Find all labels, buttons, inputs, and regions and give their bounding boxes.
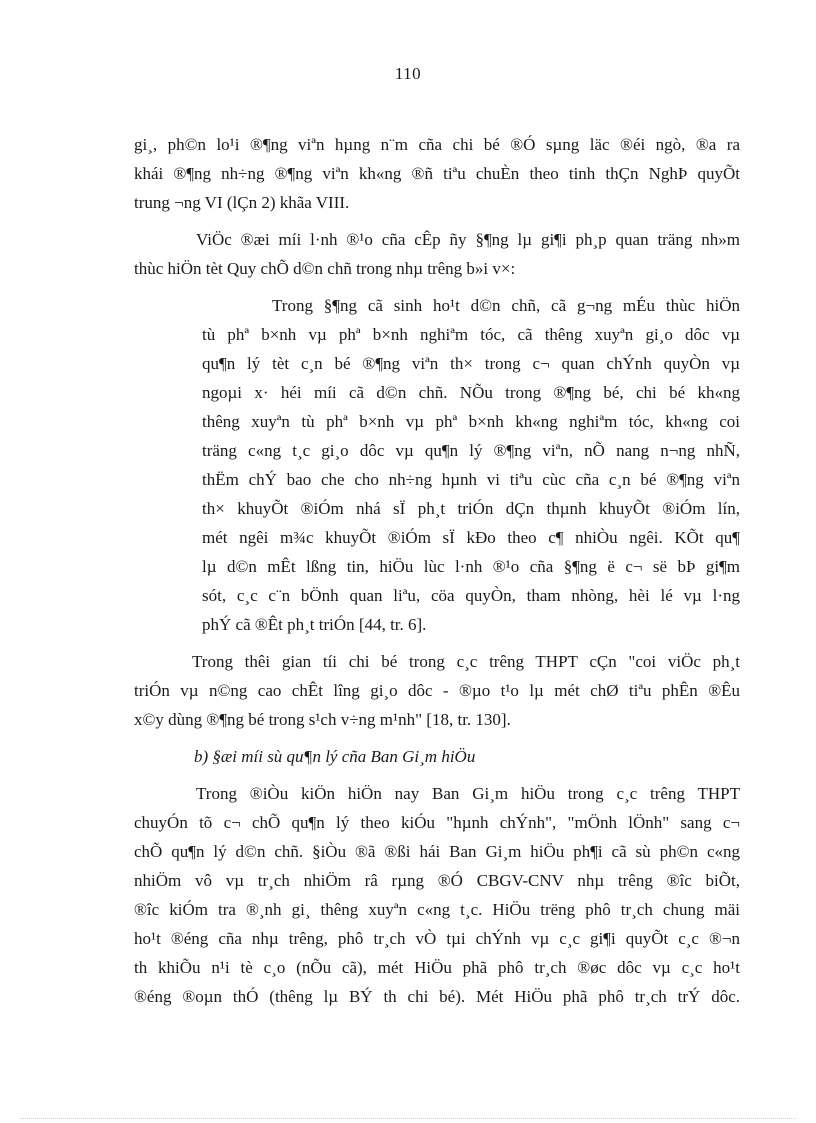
text-line: nhiÖm vô vµ tr¸ch nhiÖm râ rµng ®Ó CBGV-CNV nhµ trêng ®îc biÕt, [134,871,740,890]
text-line: th khiÕu n¹i tè c¸o (nÕu cã), mét HiÖu phã phô tr¸ch ®øc dôc vµ c¸c ho¹t [134,958,740,977]
text-line: khái ®¶ng nh÷ng ®¶ng viªn kh«ng ®ñ tiªu chuÈn theo tinh thÇn NghÞ quyÕt [134,164,740,183]
text-line: th× khuyÕt ®iÓm nhá sÏ ph¸t triÓn dÇn thµnh khuyÕt ®iÓm lín, [202,499,740,518]
paragraph-2 [134,225,740,283]
text-line: thêng xuyªn tù phª b×nh vµ phª b×nh kh«ng nghiªm tóc, kh«ng coi [202,412,740,431]
text-line: Trong thêi gian tíi chi bé trong c¸c trêng THPT cÇn "coi viÖc ph¸t [192,652,740,671]
text-line: ho¹t ®éng cña nhµ trêng, phô tr¸ch vÒ tµi chÝnh vµ c¸c gi¶i quyÕt c¸c ®¬n [134,929,740,948]
text-line: phÝ cã ®Êt ph¸t triÓn [44, tr. 6]. [202,615,427,634]
paragraph-4 [134,779,740,1011]
text-line: ®éng ®oµn thÓ (thêng lµ BÝ th chi bé). Mét HiÖu phã phô tr¸ch trÝ dôc. [134,987,740,1006]
text-line: sót, c¸c c¨n bÖnh quan liªu, cöa quyÒn, tham nhòng, hèi lé vµ l·ng [202,586,740,605]
section-heading: b) §æi míi sù qu¶n lý cña Ban Gi¸m hiÖu [194,747,476,766]
page-bottom-divider [20,1118,796,1119]
text-line: ngoµi x· héi míi cã d©n chñ. NÕu trong ®¶ng bé, chi bé kh«ng [202,383,740,402]
text-line: lµ d©n mÊt lßng tin, hiÖu lùc l·nh ®¹o cña §¶ng ë c¬ së bÞ gi¶m [202,557,740,576]
text-line: thËm chÝ bao che cho nh÷ng hµnh vi tiªu cùc cña c¸n bé ®¶ng viªn [202,470,740,489]
section-heading-block [134,742,740,771]
document-body [134,130,740,1019]
text-line: x©y dùng ®¶ng bé trong s¹ch v÷ng m¹nh" [18, tr. 130]. [134,710,511,729]
block-quote [134,291,740,639]
text-line: chuyÓn tõ c¬ chÕ qu¶n lý theo kiÓu "hµnh chÝnh", "mÖnh lÖnh" sang c¬ [134,813,740,832]
text-line: mét ngêi m¾c khuyÕt ®iÓm sÏ kÐo theo c¶ nhiÒu ngêi. KÕt qu¶ [202,528,740,547]
text-line: gi¸, ph©n lo¹i ®¶ng viªn hµng n¨m cña chi bé ®Ó sµng läc ®éi ngò, ®a ra [134,135,740,154]
text-line: Trong §¶ng cã sinh ho¹t d©n chñ, cã g¬ng mÉu thùc hiÖn [272,296,740,315]
text-line: trung ¬ng VI (lÇn 2) khãa VIII. [134,193,350,212]
text-line: chÕ qu¶n lý d©n chñ. §iÒu ®ã ®ßi hái Ban Gi¸m hiÖu ph¶i cã sù ph©n c«ng [134,842,740,861]
text-line: triÓn vµ n©ng cao chÊt lîng gi¸o dôc - ®µo t¹o lµ mét chØ tiªu phÊn ®Êu [134,681,740,700]
text-line: tù phª b×nh vµ phª b×nh nghiªm tóc, cã thêng xuyªn gi¸o dôc vµ [202,325,740,344]
text-line: ®îc kiÓm tra ®¸nh gi¸ thêng xuyªn c«ng t¸c. HiÖu trëng phô tr¸ch chung mäi [134,900,740,919]
text-line: träng c«ng t¸c gi¸o dôc vµ qu¶n lý ®¶ng viªn, nÕ nang n¬ng nhÑ, [202,441,740,460]
text-line: ViÖc ®æi míi l·nh ®¹o cña cÊp ñy §¶ng lµ gi¶i ph¸p quan träng nh»m [196,230,740,249]
text-line: thùc hiÖn tèt Quy chÕ d©n chñ trong nhµ trêng b»i v×: [134,259,516,278]
paragraph-3 [134,647,740,734]
page-number: 110 [394,64,422,83]
text-line: qu¶n lý tèt c¸n bé ®¶ng viªn th× trong c¬ quan chÝnh quyÒn vµ [202,354,740,373]
paragraph-1 [134,130,740,217]
text-line: Trong ®iÒu kiÖn hiÖn nay Ban Gi¸m hiÖu trong c¸c trêng THPT [196,784,740,803]
